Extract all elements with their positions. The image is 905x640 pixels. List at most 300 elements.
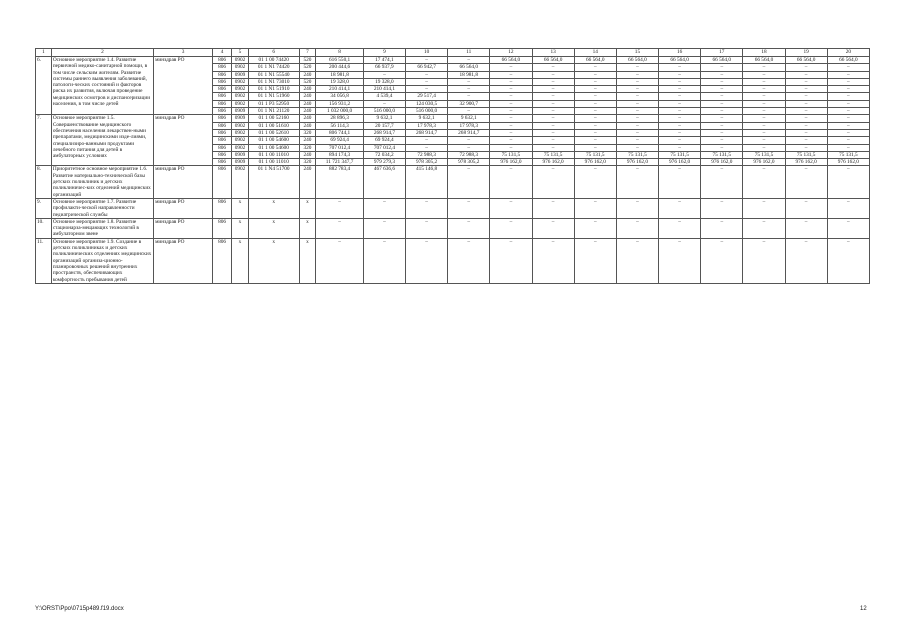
value-cell: 806 — [213, 159, 232, 166]
value-cell: 72 988,3 — [406, 151, 448, 158]
value-cell: – — [316, 218, 363, 238]
measure-name: Основное мероприятие 1.7. Развитие профилакти-ческой направленности педиатрической службы — [51, 198, 153, 218]
value-cell: – — [616, 108, 658, 115]
value-cell: – — [659, 218, 701, 238]
value-cell: – — [827, 218, 869, 238]
column-number-cell: 3 — [154, 49, 213, 57]
value-cell: 66 564,0 — [827, 57, 869, 64]
column-number-cell: 13 — [532, 49, 574, 57]
value-cell: 320 — [299, 159, 316, 166]
value-cell: – — [743, 166, 785, 198]
value-cell: – — [827, 115, 869, 122]
value-cell: – — [827, 198, 869, 218]
value-cell: 01 1 00 52610 — [248, 129, 299, 136]
value-cell: – — [659, 108, 701, 115]
value-cell: 0902 — [232, 78, 249, 85]
value-cell: – — [701, 108, 743, 115]
value-cell: – — [827, 86, 869, 93]
value-cell: – — [785, 137, 827, 144]
value-cell: – — [406, 198, 448, 218]
value-cell: 18 981,8 — [448, 71, 490, 78]
value-cell: – — [448, 166, 490, 198]
value-cell: 4 539,4 — [363, 93, 405, 100]
value-cell: – — [574, 115, 616, 122]
value-cell: 1 032 000,0 — [316, 108, 363, 115]
value-cell: – — [532, 144, 574, 151]
value-cell: – — [659, 122, 701, 129]
value-cell: – — [574, 108, 616, 115]
value-cell: 01 1 00 52160 — [248, 115, 299, 122]
value-cell: – — [532, 129, 574, 136]
value-cell: 0909 — [232, 159, 249, 166]
value-cell: – — [490, 122, 532, 129]
value-cell: 976 162,0 — [490, 159, 532, 166]
value-cell: – — [827, 144, 869, 151]
value-cell: – — [701, 93, 743, 100]
value-cell: – — [574, 218, 616, 238]
value-cell: – — [574, 122, 616, 129]
value-cell: – — [616, 93, 658, 100]
value-cell: 66 564,0 — [448, 64, 490, 71]
value-cell: – — [827, 78, 869, 85]
column-number-cell: 18 — [743, 49, 785, 57]
value-cell: 66 564,0 — [490, 57, 532, 64]
value-cell: – — [616, 166, 658, 198]
value-cell: – — [827, 108, 869, 115]
value-cell: – — [316, 198, 363, 218]
item-number: 11. — [36, 238, 52, 283]
value-cell: 806 — [213, 137, 232, 144]
value-cell: 520 — [299, 78, 316, 85]
value-cell: – — [490, 144, 532, 151]
value-cell: 806 — [213, 129, 232, 136]
value-cell: 19 328,0 — [316, 78, 363, 85]
value-cell: – — [616, 129, 658, 136]
value-cell: 806 — [213, 100, 232, 107]
value-cell: – — [574, 64, 616, 71]
value-cell: – — [743, 86, 785, 93]
file-path: Y:\ORST\Ppo\0715p489.f19.docx — [35, 606, 124, 612]
executor: минздрав РО — [154, 218, 213, 238]
column-number-cell: 19 — [785, 49, 827, 57]
value-cell: – — [701, 218, 743, 238]
value-cell: 978 305,2 — [406, 159, 448, 166]
value-cell: – — [659, 129, 701, 136]
value-cell: – — [827, 238, 869, 283]
value-cell: 616 550,1 — [316, 57, 363, 64]
value-cell: 806 — [213, 115, 232, 122]
value-cell: 75 131,5 — [743, 151, 785, 158]
budget-table — [35, 48, 870, 284]
value-cell: 806 — [213, 122, 232, 129]
value-cell: – — [448, 57, 490, 64]
column-number-cell: 14 — [574, 49, 616, 57]
value-cell: 0909 — [232, 71, 249, 78]
value-cell: 0902 — [232, 137, 249, 144]
value-cell: – — [406, 71, 448, 78]
measure-name: Приоритетное основное мероприятие 1.6. Развитие материально-технической базы детских поликлиник и детских поликлиничес-ких отделений медицинских организаций — [51, 166, 153, 198]
value-cell: – — [532, 64, 574, 71]
value-cell: 806 — [213, 238, 232, 283]
value-cell: 268 914,7 — [406, 129, 448, 136]
value-cell: 806 — [213, 93, 232, 100]
value-cell: – — [574, 129, 616, 136]
value-cell: – — [490, 64, 532, 71]
column-number-row — [36, 49, 870, 57]
value-cell: – — [406, 218, 448, 238]
column-number-cell: 17 — [701, 49, 743, 57]
value-cell: 66 942,7 — [406, 64, 448, 71]
value-cell: 01 1 N1 74420 — [248, 64, 299, 71]
value-cell: – — [827, 122, 869, 129]
value-cell: 01 1 00 11010 — [248, 159, 299, 166]
value-cell: 520 — [299, 64, 316, 71]
executor: минздрав РО — [154, 57, 213, 115]
value-cell: 806 — [213, 57, 232, 64]
value-cell: – — [785, 115, 827, 122]
value-cell: – — [659, 115, 701, 122]
value-cell: – — [616, 218, 658, 238]
value-cell: 707 012,4 — [316, 144, 363, 151]
value-cell: 976 162,0 — [743, 159, 785, 166]
value-cell: – — [827, 71, 869, 78]
value-cell: 75 131,5 — [785, 151, 827, 158]
value-cell: x — [299, 198, 316, 218]
value-cell: – — [448, 93, 490, 100]
value-cell: – — [743, 71, 785, 78]
value-cell: 240 — [299, 108, 316, 115]
column-number-cell: 6 — [248, 49, 299, 57]
value-cell: – — [574, 144, 616, 151]
value-cell: – — [659, 71, 701, 78]
value-cell: 882 783,4 — [316, 166, 363, 198]
value-cell: – — [785, 198, 827, 218]
value-cell: – — [743, 100, 785, 107]
value-cell: 415 146,8 — [406, 166, 448, 198]
value-cell: – — [490, 100, 532, 107]
value-cell: – — [532, 86, 574, 93]
value-cell: 806 — [213, 108, 232, 115]
value-cell: – — [574, 71, 616, 78]
value-cell: – — [490, 198, 532, 218]
value-cell: – — [785, 93, 827, 100]
value-cell: – — [406, 238, 448, 283]
value-cell: – — [743, 78, 785, 85]
executor: минздрав РО — [154, 115, 213, 166]
value-cell: 75 131,5 — [616, 151, 658, 158]
value-cell: 66 937,9 — [363, 64, 405, 71]
value-cell: – — [659, 137, 701, 144]
value-cell: 69 924,4 — [316, 137, 363, 144]
value-cell: x — [248, 198, 299, 218]
value-cell: x — [232, 218, 249, 238]
value-cell: – — [827, 100, 869, 107]
value-cell: – — [659, 144, 701, 151]
column-number-cell: 20 — [827, 49, 869, 57]
item-number: 6. — [36, 57, 52, 115]
value-cell: – — [490, 137, 532, 144]
value-cell: 17 978,3 — [406, 122, 448, 129]
value-cell: – — [785, 108, 827, 115]
value-cell: 806 — [213, 64, 232, 71]
value-cell: – — [532, 122, 574, 129]
value-cell: – — [701, 144, 743, 151]
value-cell: – — [827, 129, 869, 136]
value-cell: x — [232, 238, 249, 283]
value-cell: – — [448, 198, 490, 218]
value-cell: 210 414,1 — [363, 86, 405, 93]
item-number: 10. — [36, 218, 52, 238]
value-cell: 240 — [299, 137, 316, 144]
value-cell: 979 279,3 — [363, 159, 405, 166]
value-cell: 75 131,5 — [659, 151, 701, 158]
value-cell: 240 — [299, 86, 316, 93]
table-row — [36, 115, 870, 122]
value-cell: – — [785, 218, 827, 238]
value-cell: 240 — [299, 100, 316, 107]
value-cell: – — [616, 86, 658, 93]
value-cell: 66 564,0 — [743, 57, 785, 64]
value-cell: – — [406, 78, 448, 85]
value-cell: – — [406, 86, 448, 93]
value-cell: 19 328,0 — [363, 78, 405, 85]
value-cell: – — [785, 64, 827, 71]
value-cell: 01 1 P3 52950 — [248, 100, 299, 107]
value-cell: – — [490, 129, 532, 136]
value-cell: – — [785, 238, 827, 283]
value-cell: – — [448, 86, 490, 93]
value-cell: – — [827, 166, 869, 198]
value-cell: 976 162,0 — [701, 159, 743, 166]
value-cell: – — [785, 166, 827, 198]
value-cell: 320 — [299, 129, 316, 136]
value-cell: – — [532, 108, 574, 115]
value-cell: 0909 — [232, 151, 249, 158]
value-cell: – — [316, 238, 363, 283]
executor: минздрав РО — [154, 238, 213, 283]
value-cell: – — [701, 198, 743, 218]
value-cell: – — [743, 64, 785, 71]
value-cell: – — [363, 198, 405, 218]
value-cell: 516 000,0 — [406, 108, 448, 115]
value-cell: – — [616, 71, 658, 78]
value-cell: – — [616, 78, 658, 85]
page-number: 12 — [860, 606, 867, 612]
value-cell: – — [743, 218, 785, 238]
value-cell: – — [659, 198, 701, 218]
value-cell: – — [743, 144, 785, 151]
value-cell: 200 444,6 — [316, 64, 363, 71]
value-cell: – — [701, 64, 743, 71]
value-cell: 17 978,3 — [448, 122, 490, 129]
column-number-cell: 16 — [659, 49, 701, 57]
value-cell: 01 1 N1 51960 — [248, 93, 299, 100]
value-cell: 0902 — [232, 57, 249, 64]
value-cell: – — [827, 64, 869, 71]
value-cell: – — [363, 71, 405, 78]
value-cell: – — [532, 137, 574, 144]
value-cell: 268 914,7 — [363, 129, 405, 136]
value-cell: 72 034,2 — [363, 151, 405, 158]
value-cell: 806 — [213, 151, 232, 158]
value-cell: 240 — [299, 122, 316, 129]
value-cell: – — [363, 100, 405, 107]
value-cell: 75 131,5 — [574, 151, 616, 158]
value-cell: – — [406, 57, 448, 64]
value-cell: – — [743, 93, 785, 100]
executor: минздрав РО — [154, 198, 213, 218]
value-cell: 976 162,0 — [785, 159, 827, 166]
value-cell: 9 632,1 — [406, 115, 448, 122]
value-cell: 806 — [213, 86, 232, 93]
value-cell: – — [490, 78, 532, 85]
column-number-cell: 8 — [316, 49, 363, 57]
column-number-cell: 15 — [616, 49, 658, 57]
value-cell: 0902 — [232, 144, 249, 151]
value-cell: – — [616, 137, 658, 144]
value-cell: – — [743, 115, 785, 122]
value-cell: – — [785, 100, 827, 107]
value-cell: – — [532, 100, 574, 107]
value-cell: 976 162,0 — [616, 159, 658, 166]
value-cell: 01 1 00 74420 — [248, 57, 299, 64]
value-cell: 240 — [299, 71, 316, 78]
value-cell: 210 414,1 — [316, 86, 363, 93]
value-cell: – — [532, 198, 574, 218]
column-number-cell: 11 — [448, 49, 490, 57]
value-cell: 75 131,5 — [490, 151, 532, 158]
value-cell: 01 1 N1 51910 — [248, 86, 299, 93]
table-row — [36, 218, 870, 238]
value-cell: – — [490, 115, 532, 122]
column-number-cell: 7 — [299, 49, 316, 57]
value-cell: – — [701, 166, 743, 198]
value-cell: 69 924,4 — [363, 137, 405, 144]
value-cell: 0902 — [232, 100, 249, 107]
value-cell: 0902 — [232, 166, 249, 198]
value-cell: – — [743, 137, 785, 144]
value-cell: 806 — [213, 78, 232, 85]
value-cell: – — [616, 238, 658, 283]
value-cell: – — [743, 129, 785, 136]
value-cell: – — [743, 122, 785, 129]
table-body — [36, 49, 870, 284]
value-cell: 01 1 N1 73010 — [248, 78, 299, 85]
value-cell: 0902 — [232, 86, 249, 93]
value-cell: 66 564,0 — [616, 57, 658, 64]
value-cell: – — [490, 93, 532, 100]
value-cell: 01 1 N4 51700 — [248, 166, 299, 198]
value-cell: – — [448, 218, 490, 238]
value-cell: 75 131,5 — [701, 151, 743, 158]
value-cell: 66 564,0 — [574, 57, 616, 64]
value-cell: 976 162,0 — [532, 159, 574, 166]
value-cell: – — [532, 166, 574, 198]
value-cell: – — [659, 93, 701, 100]
value-cell: 0909 — [232, 108, 249, 115]
value-cell: 01 1 00 54600 — [248, 144, 299, 151]
value-cell: 0902 — [232, 64, 249, 71]
value-cell: – — [785, 86, 827, 93]
value-cell: – — [616, 198, 658, 218]
table-row — [36, 57, 870, 64]
value-cell: 240 — [299, 115, 316, 122]
value-cell: 240 — [299, 151, 316, 158]
value-cell: 976 162,0 — [827, 159, 869, 166]
column-number-cell: 9 — [363, 49, 405, 57]
value-cell: – — [701, 78, 743, 85]
value-cell: 978 305,2 — [448, 159, 490, 166]
value-cell: – — [574, 93, 616, 100]
column-number-cell: 12 — [490, 49, 532, 57]
value-cell: – — [616, 64, 658, 71]
value-cell: x — [232, 198, 249, 218]
value-cell: 11 721 347,7 — [316, 159, 363, 166]
value-cell: – — [406, 137, 448, 144]
value-cell: – — [743, 198, 785, 218]
value-cell: – — [827, 137, 869, 144]
value-cell: – — [363, 218, 405, 238]
value-cell: – — [785, 122, 827, 129]
value-cell: 66 564,0 — [785, 57, 827, 64]
value-cell: 894 174,3 — [316, 151, 363, 158]
value-cell: 20 157,7 — [363, 122, 405, 129]
value-cell: 806 744,1 — [316, 129, 363, 136]
value-cell: 520 — [299, 57, 316, 64]
value-cell: 75 131,5 — [827, 151, 869, 158]
value-cell: – — [701, 86, 743, 93]
value-cell: – — [574, 238, 616, 283]
value-cell: 28 896,3 — [316, 115, 363, 122]
measure-name: Основное мероприятие 1.9. Создание в детских поликлиниках и детских поликлинических отделениях медицинских организаций организа-ционно-планировочных решений внутренних пространств, обеспечивающих комфортность пребывания детей — [51, 238, 153, 283]
value-cell: – — [532, 93, 574, 100]
value-cell: – — [701, 115, 743, 122]
value-cell: – — [574, 86, 616, 93]
value-cell: 75 131,5 — [532, 151, 574, 158]
value-cell: 976 162,0 — [659, 159, 701, 166]
value-cell: 9 632,1 — [448, 115, 490, 122]
value-cell: – — [532, 78, 574, 85]
value-cell: 516 000,0 — [363, 108, 405, 115]
value-cell: – — [616, 115, 658, 122]
value-cell: – — [532, 218, 574, 238]
value-cell: – — [532, 71, 574, 78]
item-number: 9. — [36, 198, 52, 218]
executor: минздрав РО — [154, 166, 213, 198]
table-row — [36, 238, 870, 283]
value-cell: 66 564,0 — [701, 57, 743, 64]
value-cell: 34 056,8 — [316, 93, 363, 100]
measure-name: Основное мероприятие 1.4. Развитие первичной медико-санитарной помощи, в том числе сельским жителям. Развитие системы раннего выявления заболеваний, патологи-ческих состояний и факторов риска их развития, включая проведение медицинских осмотров и диспансеризации населения, в том числе детей — [51, 57, 153, 115]
value-cell: 806 — [213, 144, 232, 151]
value-cell: 0902 — [232, 129, 249, 136]
value-cell: 806 — [213, 166, 232, 198]
value-cell: 72 988,3 — [448, 151, 490, 158]
value-cell: x — [248, 218, 299, 238]
value-cell: – — [363, 238, 405, 283]
value-cell: – — [448, 78, 490, 85]
value-cell: – — [574, 137, 616, 144]
table-row — [36, 166, 870, 198]
value-cell: 01 1 N1 55540 — [248, 71, 299, 78]
value-cell: – — [616, 100, 658, 107]
value-cell: 806 — [213, 71, 232, 78]
value-cell: – — [701, 137, 743, 144]
value-cell: 9 632,1 — [363, 115, 405, 122]
value-cell: 806 — [213, 198, 232, 218]
value-cell: – — [701, 238, 743, 283]
item-number: 8. — [36, 166, 52, 198]
